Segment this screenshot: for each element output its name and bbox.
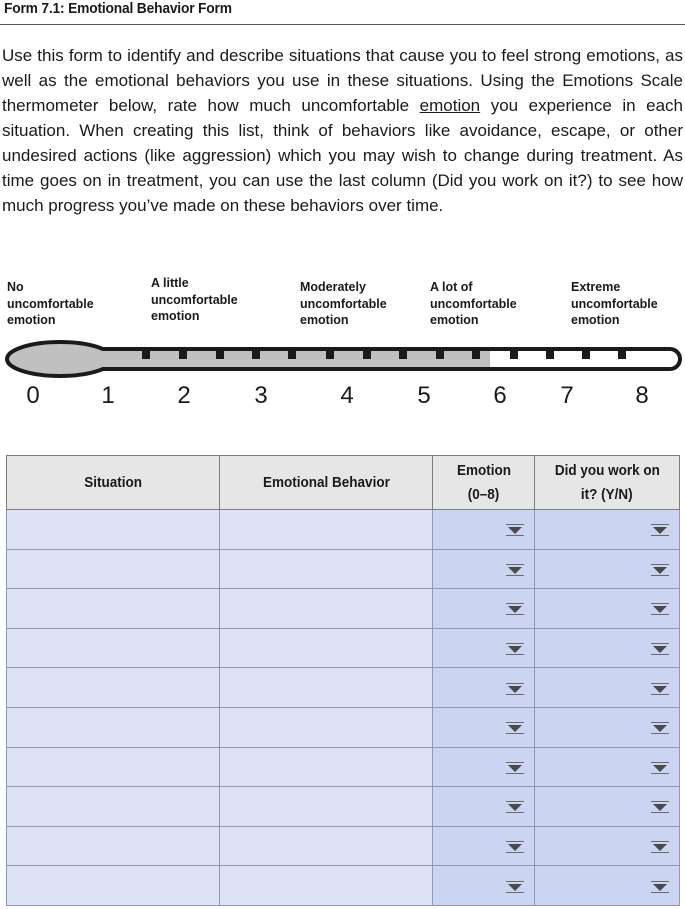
thermometer-bulb-neck [100,351,120,367]
scale-number-6: 6 [493,382,507,409]
table-body [7,510,680,906]
instructions-underlined-word: emotion [419,96,481,115]
emotional-behavior-field[interactable] [220,549,433,589]
header-emotion-label: Emotion [456,461,511,479]
scale-label-line: Moderately [300,279,366,294]
table-row [7,549,680,589]
emotion-rating-dropdown[interactable] [433,866,535,906]
situation-field[interactable] [7,826,220,866]
thermometer-tick [326,351,334,359]
situation-field[interactable] [7,549,220,589]
header-emotional-behavior [220,456,433,510]
worked-on-it-dropdown[interactable] [535,510,680,550]
instructions-paragraph [2,43,683,218]
emotional-behavior-field[interactable] [220,628,433,668]
scale-label-a-little [151,275,238,325]
dropdown-arrow-icon[interactable] [506,564,524,576]
dropdown-arrow-icon[interactable] [651,841,669,853]
worked-on-it-dropdown[interactable] [535,866,680,906]
scale-label-line: uncomfortable [300,295,387,311]
scale-label-a-lot [430,279,517,329]
thermometer-tick [472,351,480,359]
emotional-behavior-field[interactable] [220,589,433,629]
scale-number-1: 1 [101,382,115,409]
header-worked-label: Did you work on [554,461,660,479]
thermometer-tick [399,351,407,359]
scale-label-line: uncomfortable [151,291,238,307]
dropdown-arrow-icon[interactable] [506,643,524,655]
thermometer-tick [510,351,518,359]
thermometer-tick [179,351,187,359]
header-behavior-label: Emotional Behavior [262,473,390,491]
scale-label-line: emotion [571,312,620,327]
thermometer-tick [363,351,371,359]
thermometer-tick [142,351,150,359]
emotion-rating-dropdown[interactable] [433,510,535,550]
emotional-behavior-field[interactable] [220,866,433,906]
scale-number-0: 0 [26,382,40,409]
dropdown-arrow-icon[interactable] [651,643,669,655]
dropdown-arrow-icon[interactable] [651,524,669,536]
dropdown-arrow-icon[interactable] [651,722,669,734]
emotional-behavior-field[interactable] [220,747,433,787]
scale-label-line: emotion [7,312,56,327]
thermometer-tick [252,351,260,359]
worked-on-it-dropdown[interactable] [535,549,680,589]
situation-field[interactable] [7,787,220,827]
table-row [7,707,680,747]
scale-number-4: 4 [340,382,354,409]
scale-label-line: Extreme [571,279,621,294]
emotional-behavior-field[interactable] [220,668,433,708]
thermometer-tick [582,351,590,359]
emotion-rating-dropdown[interactable] [433,549,535,589]
scale-number-8: 8 [635,382,649,409]
dropdown-arrow-icon[interactable] [651,603,669,615]
header-emotion-range: (0–8) [467,485,500,503]
table-row [7,866,680,906]
dropdown-arrow-icon[interactable] [651,881,669,893]
worked-on-it-dropdown[interactable] [535,668,680,708]
thermometer-tick [618,351,626,359]
thermometer-tick [546,351,554,359]
title-divider [0,24,685,25]
table-row [7,747,680,787]
table-row [7,787,680,827]
dropdown-arrow-icon[interactable] [506,881,524,893]
emotional-behavior-table [6,455,680,906]
scale-number-7: 7 [560,382,574,409]
dropdown-arrow-icon[interactable] [506,524,524,536]
worked-on-it-dropdown[interactable] [535,826,680,866]
instructions-text-start: Use this form to identify and describe situations that cause you to feel strong emotions, as well as the emotional behaviors you use in these situations. Using the Emotions Scale thermometer below, rate how much uncomfortable [2,46,683,115]
scale-label-line: emotion [151,308,200,323]
header-worked-options: it? (Y/N) [581,485,633,503]
worked-on-it-dropdown[interactable] [535,628,680,668]
emotion-thermometer [0,335,685,385]
situation-field[interactable] [7,866,220,906]
dropdown-arrow-icon[interactable] [651,762,669,774]
header-situation-label: Situation [84,473,142,491]
table-row [7,668,680,708]
thermometer-tick [436,351,444,359]
situation-field[interactable] [7,707,220,747]
scale-label-line: uncomfortable [7,295,94,311]
instructions-text-end: you experience in each situation. When creating this list, think of behaviors like avoidance, escape, or other undesired actions (like aggression) which you may wish to change during treatment. As time goes on in treatment, you can use the last column (Did you work on it?) to see how much progress you’ve made on these behaviors over time. [2,96,684,215]
emotional-behavior-field[interactable] [220,787,433,827]
emotion-rating-dropdown[interactable] [433,747,535,787]
scale-number-2: 2 [177,382,191,409]
table-row [7,589,680,629]
worked-on-it-dropdown[interactable] [535,747,680,787]
dropdown-arrow-icon[interactable] [506,603,524,615]
scale-label-line: emotion [300,312,349,327]
dropdown-arrow-icon[interactable] [651,683,669,695]
worked-on-it-dropdown[interactable] [535,707,680,747]
emotion-rating-dropdown[interactable] [433,628,535,668]
dropdown-arrow-icon[interactable] [651,564,669,576]
scale-label-moderately [300,279,387,329]
scale-label-extreme [571,279,658,329]
table-header-row [7,456,680,510]
form-title: Form 7.1: Emotional Behavior Form [4,0,232,17]
emotion-rating-dropdown[interactable] [433,787,535,827]
header-did-you-work-on-it [535,456,680,510]
emotion-rating-dropdown[interactable] [433,668,535,708]
scale-label-line: uncomfortable [571,295,658,311]
scale-label-line: A little [151,275,189,290]
situation-field[interactable] [7,510,220,550]
table-row [7,628,680,668]
header-situation [7,456,220,510]
emotion-rating-dropdown[interactable] [433,826,535,866]
situation-field[interactable] [7,747,220,787]
dropdown-arrow-icon[interactable] [506,722,524,734]
table-row [7,510,680,550]
emotional-behavior-field[interactable] [220,510,433,550]
header-emotion-rating [433,456,535,510]
scale-label-line: No [7,279,24,294]
emotion-rating-dropdown[interactable] [433,589,535,629]
scale-label-line: A lot of [430,279,473,294]
situation-field[interactable] [7,628,220,668]
table-row [7,826,680,866]
dropdown-arrow-icon[interactable] [506,683,524,695]
worked-on-it-dropdown[interactable] [535,589,680,629]
scale-number-3: 3 [254,382,268,409]
dropdown-arrow-icon[interactable] [651,801,669,813]
thermometer-tick [216,351,224,359]
emotion-rating-dropdown[interactable] [433,707,535,747]
thermometer-tick [288,351,296,359]
dropdown-arrow-icon[interactable] [506,841,524,853]
emotional-behavior-field[interactable] [220,707,433,747]
scale-label-line: uncomfortable [430,295,517,311]
situation-field[interactable] [7,668,220,708]
emotional-behavior-field[interactable] [220,826,433,866]
thermometer-bulb [7,342,113,376]
scale-label-line: emotion [430,312,479,327]
scale-label-none [7,279,94,329]
situation-field[interactable] [7,589,220,629]
dropdown-arrow-icon[interactable] [506,801,524,813]
dropdown-arrow-icon[interactable] [506,762,524,774]
scale-number-5: 5 [417,382,431,409]
worked-on-it-dropdown[interactable] [535,787,680,827]
